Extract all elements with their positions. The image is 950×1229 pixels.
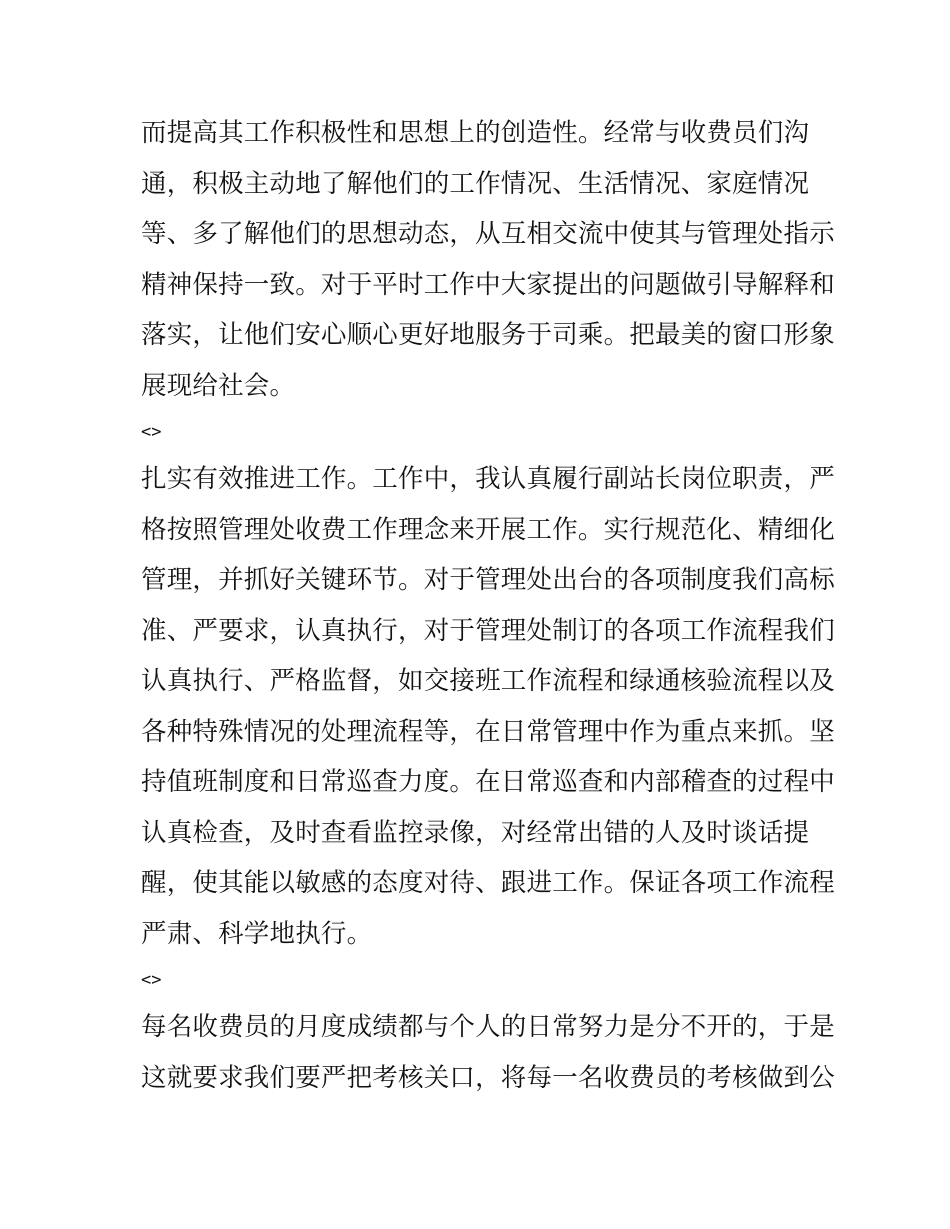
text-line: 精神保持一致。对于平时工作中大家提出的问题做引导解释和 xyxy=(141,269,835,300)
text-line: 持值班制度和日常巡查力度。在日常巡查和内部稽查的过程中 xyxy=(141,767,835,797)
text-line: 每名收费员的月度成绩都与个人的日常努力是分不开的，于是 xyxy=(141,1012,835,1042)
text-line: 管理，并抓好关键环节。对于管理处出台的各项制度我们高标 xyxy=(141,565,835,595)
text-line: 各种特殊情况的处理流程等，在日常管理中作为重点来抓。坚 xyxy=(141,716,835,747)
paragraph-separator: <> xyxy=(141,422,162,442)
text-line: 这就要求我们要严把考核关口，将每一名收费员的考核做到公 xyxy=(141,1062,835,1093)
paragraph-work-promotion xyxy=(141,454,835,959)
text-line: 通，积极主动地了解他们的工作情况、生活情况、家庭情况 xyxy=(141,168,810,199)
text-line: 扎实有效推进工作。工作中，我认真履行副站长岗位职责，严 xyxy=(141,464,835,494)
text-line: 而提高其工作积极性和思想上的创造性。经常与收费员们沟 xyxy=(141,118,810,148)
text-line: 落实，让他们安心顺心更好地服务于司乘。把最美的窗口形象 xyxy=(141,320,835,350)
document-body xyxy=(141,108,835,1103)
text-line: 准、严要求，认真执行，对于管理处制订的各项工作流程我们 xyxy=(141,615,835,646)
text-line: 严肃、科学地执行。 xyxy=(141,918,373,949)
text-line: 格按照管理处收费工作理念来开展工作。实行规范化、精细化 xyxy=(141,514,835,545)
paragraph-separator: <> xyxy=(141,970,162,990)
text-line: 认真执行、严格监督，如交接班工作流程和绿通核验流程以及 xyxy=(141,666,835,696)
paragraph-assessment xyxy=(141,1002,835,1103)
text-line: 认真检查，及时查看监控录像，对经常出错的人及时谈话提 xyxy=(141,817,810,848)
text-line: 展现给社会。 xyxy=(141,370,296,401)
text-line: 等、多了解他们的思想动态，从互相交流中使其与管理处指示 xyxy=(141,219,835,249)
text-line: 醒，使其能以敏感的态度对待、跟进工作。保证各项工作流程 xyxy=(141,868,835,898)
paragraph-staff-communication xyxy=(141,108,835,411)
